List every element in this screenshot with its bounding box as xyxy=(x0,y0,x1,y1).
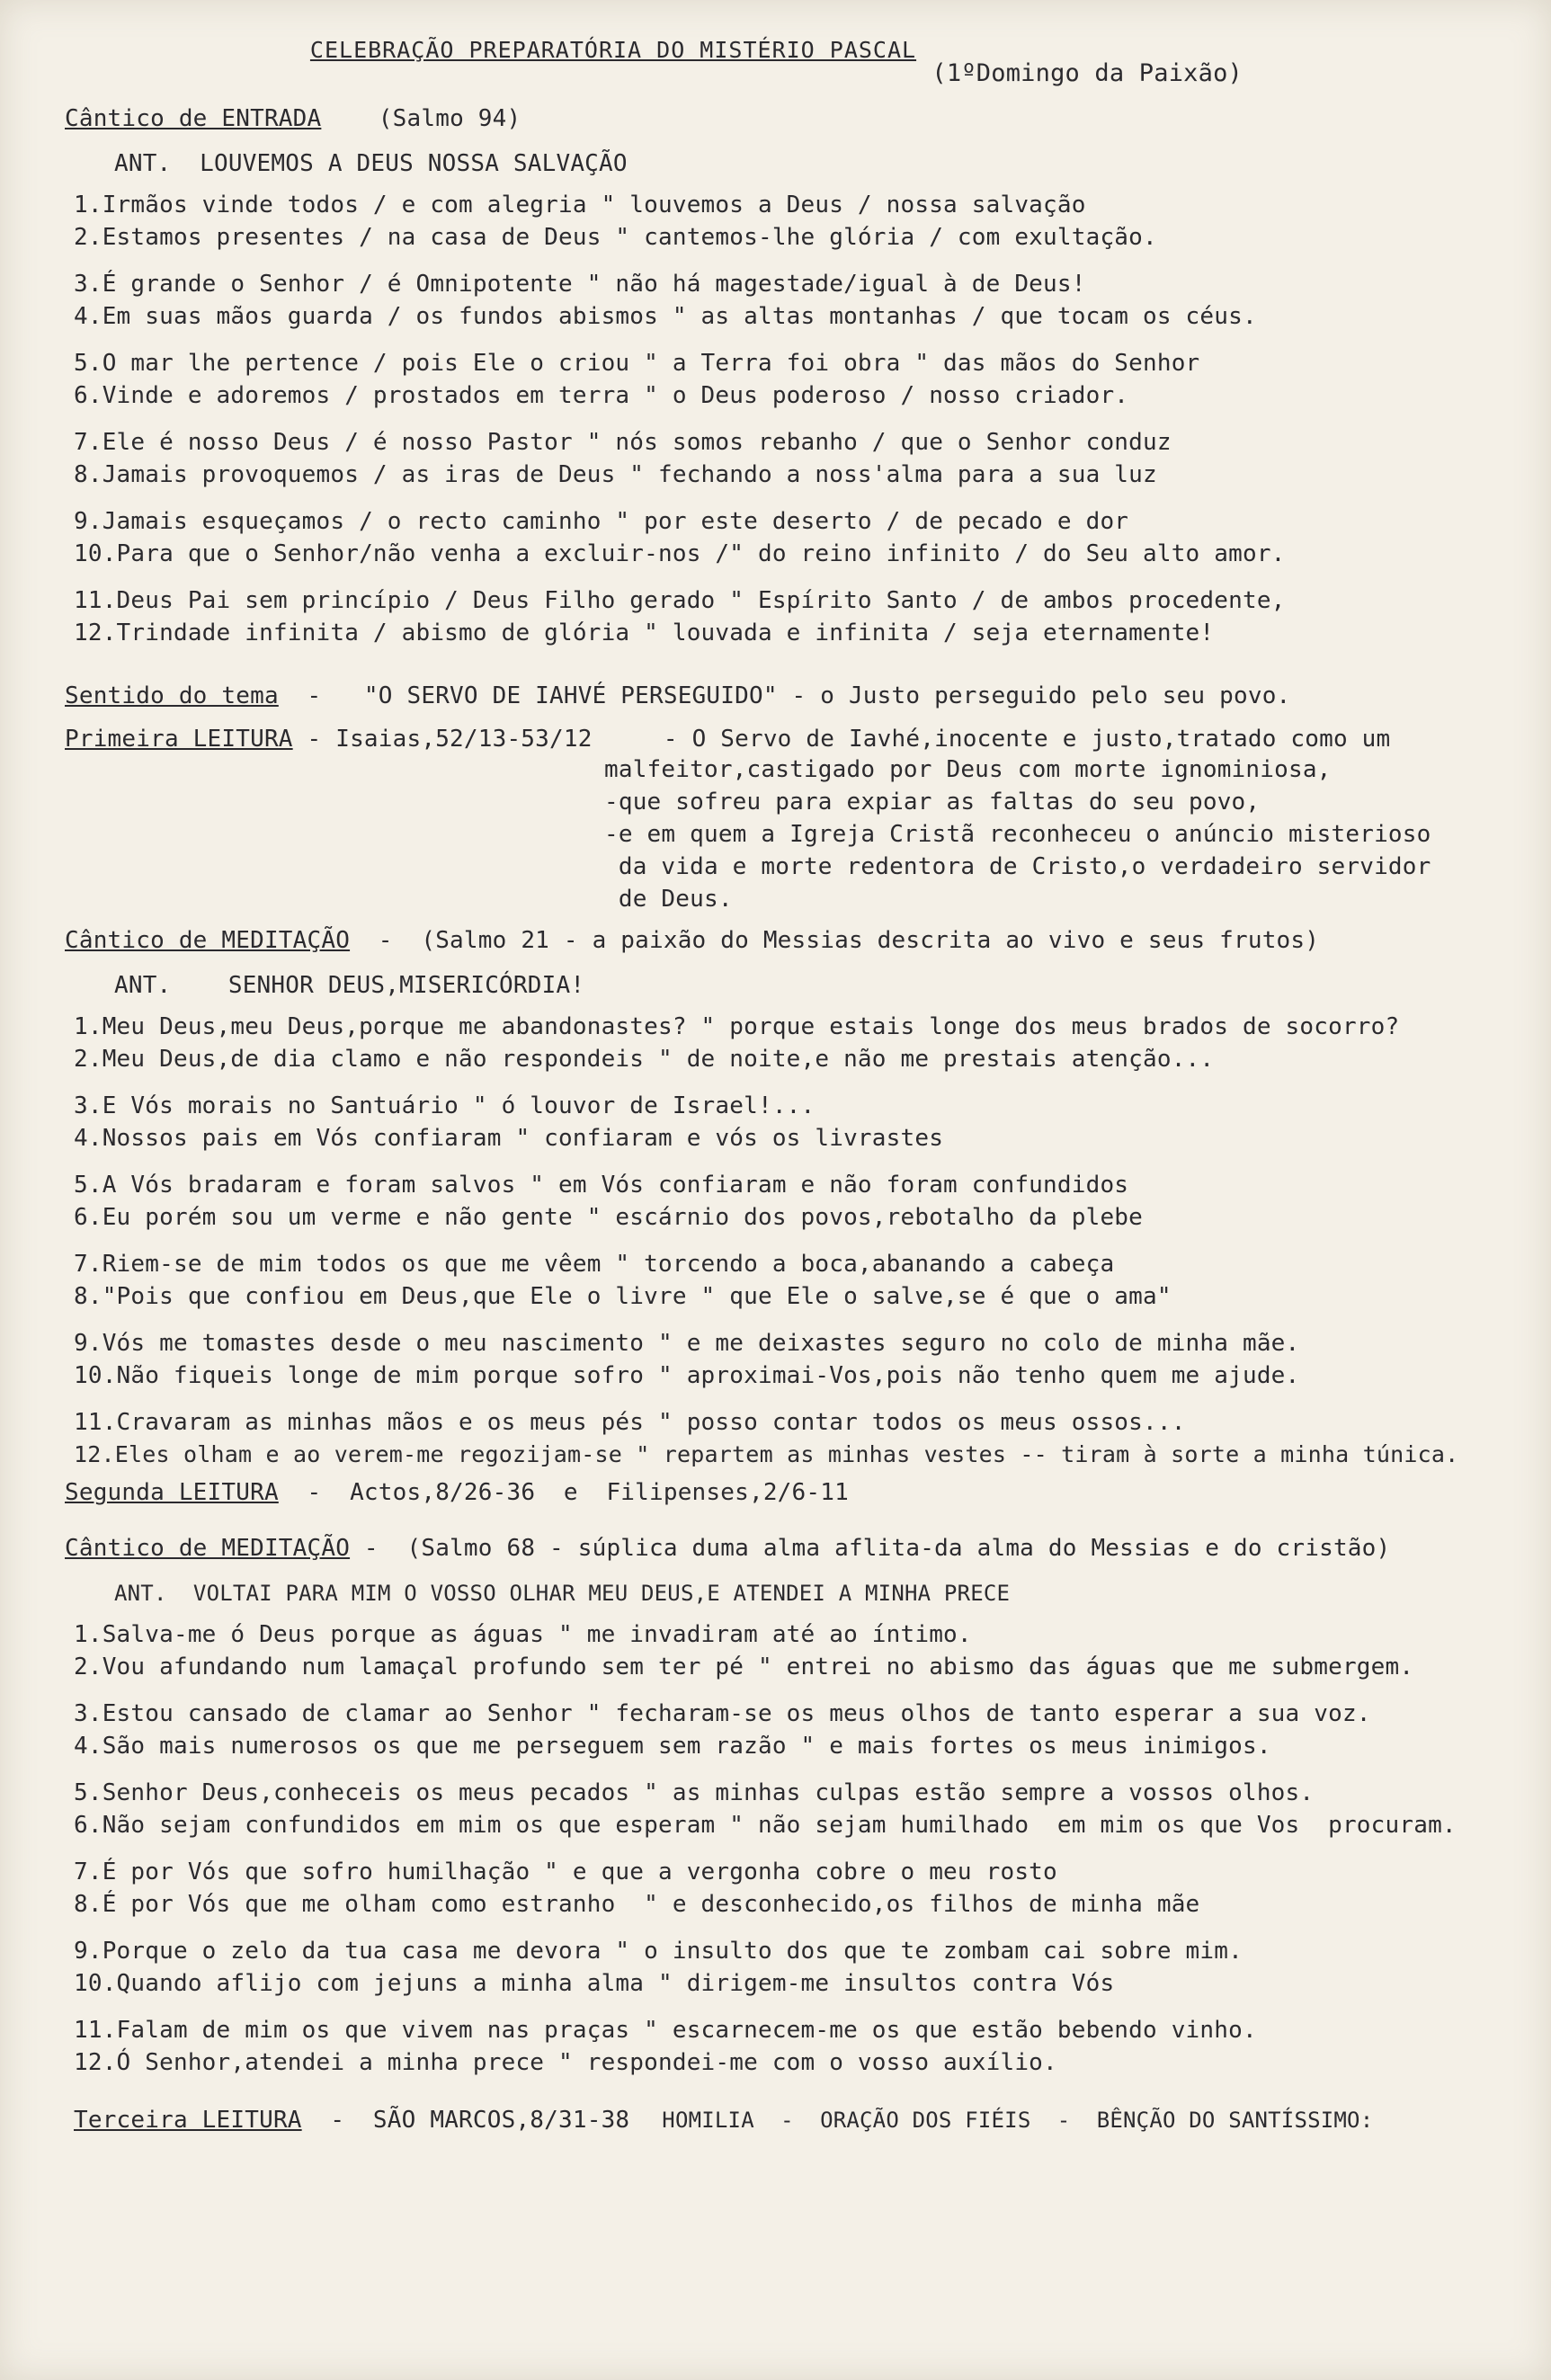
sentido-text: - "O SERVO DE IAHVÉ PERSEGUIDO" - o Justo perseguido pelo seu povo. xyxy=(278,682,1291,709)
meditacao2-antiphon xyxy=(114,1577,1539,1609)
verse-line: 8.Jamais provoquemos / as iras de Deus " fechando a noss'alma para a sua luz xyxy=(74,461,1157,488)
verse-line: 9.Vós me tomastes desde o meu nascimento " e me deixastes seguro no colo de minha mãe. xyxy=(74,1330,1300,1357)
verse-line: 1.Irmãos vinde todos / e com alegria " louvemos a Deus / nossa salvação xyxy=(74,192,1086,218)
meditacao1-label: Cântico de MEDITAÇÃO xyxy=(65,927,351,954)
verse-line: 2.Estamos presentes / na casa de Deus " cantemos-lhe glória / com exultação. xyxy=(74,224,1157,251)
verse-line: 10.Para que o Senhor/não venha a excluir-nos /" do reino infinito / do Seu alto amor. xyxy=(74,540,1286,567)
ant-text: VOLTAI PARA MIM O VOSSO OLHAR MEU DEUS,E ATENDEI A MINHA PRECE xyxy=(192,1581,1011,1606)
meditacao2-ref: - (Salmo 68 - súplica duma alma aflita-da alma do Messias e do cristão) xyxy=(350,1535,1391,1562)
verse-line: 3.Estou cansado de clamar ao Senhor " fecharam-se os meus olhos de tanto esperar a sua voz. xyxy=(74,1700,1371,1727)
primeira-ref: - Isaias,52/13-53/12 xyxy=(292,726,593,753)
verse-line: 8.É por Vós que me olham como estranho " e desconhecido,os filhos de minha mãe xyxy=(74,1891,1200,1918)
segunda-ref: - Actos,8/26-36 e Filipenses,2/6-11 xyxy=(278,1479,849,1506)
verse-line: 8."Pois que confiou em Deus,que Ele o livre " que Ele o salve,se é que o ama" xyxy=(74,1283,1172,1310)
entrada-verses xyxy=(65,189,1539,649)
meditacao1-antiphon xyxy=(114,969,1539,1002)
segunda-label: Segunda LEITURA xyxy=(65,1479,279,1506)
verse-line: 10.Não fiqueis longe de mim porque sofro " aproximai-Vos,pois não tenho quem me ajude. xyxy=(74,1362,1300,1389)
verse-line: 3.É grande o Senhor / é Omnipotente " não há magestade/igual à de Deus! xyxy=(74,271,1086,298)
terceira-leitura-row xyxy=(74,2104,1539,2136)
verse-line: 1.Meu Deus,meu Deus,porque me abandonastes? " porque estais longe dos meus brados de socorro? xyxy=(74,1013,1400,1040)
meditacao1-ref: - (Salmo 21 - a paixão do Messias descrita ao vivo e seus frutos) xyxy=(350,927,1320,954)
primeira-summary: - O Servo de Iavhé,inocente e justo,tratado como um xyxy=(663,726,1391,753)
verse-line: 6.Eu porém sou um verme e não gente " escárnio dos povos,rebotalho da plebe xyxy=(74,1204,1143,1231)
ant-text: SENHOR DEUS,MISERICÓRDIA! xyxy=(227,972,585,999)
verse-line: 4.Em suas mãos guarda / os fundos abismos " as altas montanhas / que tocam os céus. xyxy=(74,303,1257,330)
terceira-label: Terceira LEITURA xyxy=(74,2107,302,2134)
verse-line: 7.Ele é nosso Deus / é nosso Pastor " nós somos rebanho / que o Senhor conduz xyxy=(74,429,1172,456)
verse-line: 1.Salva-me ó Deus porque as águas " me invadiram até ao íntimo. xyxy=(74,1621,972,1648)
meditacao2-label: Cântico de MEDITAÇÃO xyxy=(65,1535,351,1562)
verse-line: 7.É por Vós que sofro humilhação " e que a vergonha cobre o meu rosto xyxy=(74,1859,1057,1885)
verse-line: 12.Ó Senhor,atendei a minha prece " respondei-me com o vosso auxílio. xyxy=(74,2049,1057,2076)
verse-line: 5.A Vós bradaram e foram salvos " em Vós confiaram e não foram confundidos xyxy=(74,1172,1129,1199)
page-title: CELEBRAÇÃO PREPARATÓRIA DO MISTÉRIO PASCAL xyxy=(309,37,917,63)
ant-text: LOUVEMOS A DEUS NOSSA SALVAÇÃO xyxy=(200,150,628,177)
note-line: da vida e morte redentora de Cristo,o verdadeiro servidor xyxy=(604,853,1431,880)
document-body xyxy=(65,34,1539,2136)
entrada-ref: (Salmo 94) xyxy=(378,105,521,132)
verse-line: 5.Senhor Deus,conheceis os meus pecados " as minhas culpas estão sempre a vossos olhos. xyxy=(74,1779,1315,1806)
verse-line: 3.E Vós morais no Santuário " ó louvor de Israel!... xyxy=(74,1092,816,1119)
verse-line: 11.Falam de mim os que vivem nas praças " escarnecem-me os que estão bebendo vinho. xyxy=(74,2017,1257,2044)
verse-line: 11.Deus Pai sem princípio / Deus Filho gerado " Espírito Santo / de ambos procedente, xyxy=(74,587,1286,614)
primeira-notes xyxy=(604,753,1539,915)
primeira-label: Primeira LEITURA xyxy=(65,726,293,753)
verse-line: 6.Vinde e adoremos / prostados em terra " o Deus poderoso / nosso criador. xyxy=(74,382,1129,409)
verse-line: 2.Vou afundando num lamaçal profundo sem ter pé " entrei no abismo das águas que me submergem. xyxy=(74,1654,1414,1680)
verse-line: 9.Porque o zelo da tua casa me devora " o insulto dos que te zombam cai sobre mim. xyxy=(74,1938,1243,1965)
meditacao2-verses xyxy=(65,1618,1539,2079)
homilia-text: HOMILIA - ORAÇÃO DOS FIÉIS - BÊNÇÃO DO SANTÍSSIMO: xyxy=(662,2108,1374,2133)
meditacao1-heading xyxy=(65,924,1539,957)
verse-line: 4.Nossos pais em Vós confiaram " confiaram e vós os livrastes xyxy=(74,1125,944,1152)
primeira-leitura-row xyxy=(65,723,1539,755)
verse-line: 9.Jamais esqueçamos / o recto caminho " por este deserto / de pecado e dor xyxy=(74,508,1129,535)
verse-line: 12.Eles olham e ao verem-me regozijam-se " repartem as minhas vestes -- tiram à sorte a minha túnica. xyxy=(74,1441,1459,1467)
verse-line: 2.Meu Deus,de dia clamo e não respondeis " de noite,e não me prestais atenção... xyxy=(74,1046,1215,1073)
terceira-ref: - SÃO MARCOS,8/31-38 xyxy=(301,2107,630,2134)
entrada-antiphon xyxy=(114,147,1539,180)
verse-line: 11.Cravaram as minhas mãos e os meus pés " posso contar todos os meus ossos... xyxy=(74,1409,1186,1436)
verse-line: 12.Trindade infinita / abismo de glória " louvada e infinita / seja eternamente! xyxy=(74,620,1215,646)
ant-label: ANT. xyxy=(114,1581,167,1606)
entrada-label: Cântico de ENTRADA xyxy=(65,105,322,132)
verse-line: 10.Quando aflijo com jejuns a minha alma " dirigem-me insultos contra Vós xyxy=(74,1970,1115,1997)
ant-label: ANT. xyxy=(114,972,172,999)
note-line: -e em quem a Igreja Cristã reconheceu o anúncio misterioso xyxy=(604,821,1431,848)
sunday-label: (1ºDomingo da Paixão) xyxy=(931,59,1243,87)
meditacao1-verses xyxy=(65,1011,1539,1471)
note-line: de Deus. xyxy=(604,886,733,913)
sentido-label: Sentido do tema xyxy=(65,682,279,709)
note-line: -que sofreu para expiar as faltas do seu povo, xyxy=(604,789,1261,816)
ant-label: ANT. xyxy=(114,150,172,177)
verse-line: 4.São mais numerosos os que me perseguem sem razão " e mais fortes os meus inimigos. xyxy=(74,1733,1271,1760)
verse-line: 7.Riem-se de mim todos os que me vêem " torcendo a boca,abanando a cabeça xyxy=(74,1251,1115,1278)
meditacao2-heading xyxy=(65,1532,1539,1564)
note-line: malfeitor,castigado por Deus com morte ignominiosa, xyxy=(604,756,1332,783)
sentido-row xyxy=(65,680,1539,712)
verse-line: 5.O mar lhe pertence / pois Ele o criou " a Terra foi obra " das mãos do Senhor xyxy=(74,350,1200,377)
verse-line: 6.Não sejam confundidos em mim os que esperam " não sejam humilhado em mim os que Vos procuram. xyxy=(74,1812,1457,1839)
entrada-heading xyxy=(65,103,1539,135)
segunda-leitura-row xyxy=(65,1476,1539,1509)
